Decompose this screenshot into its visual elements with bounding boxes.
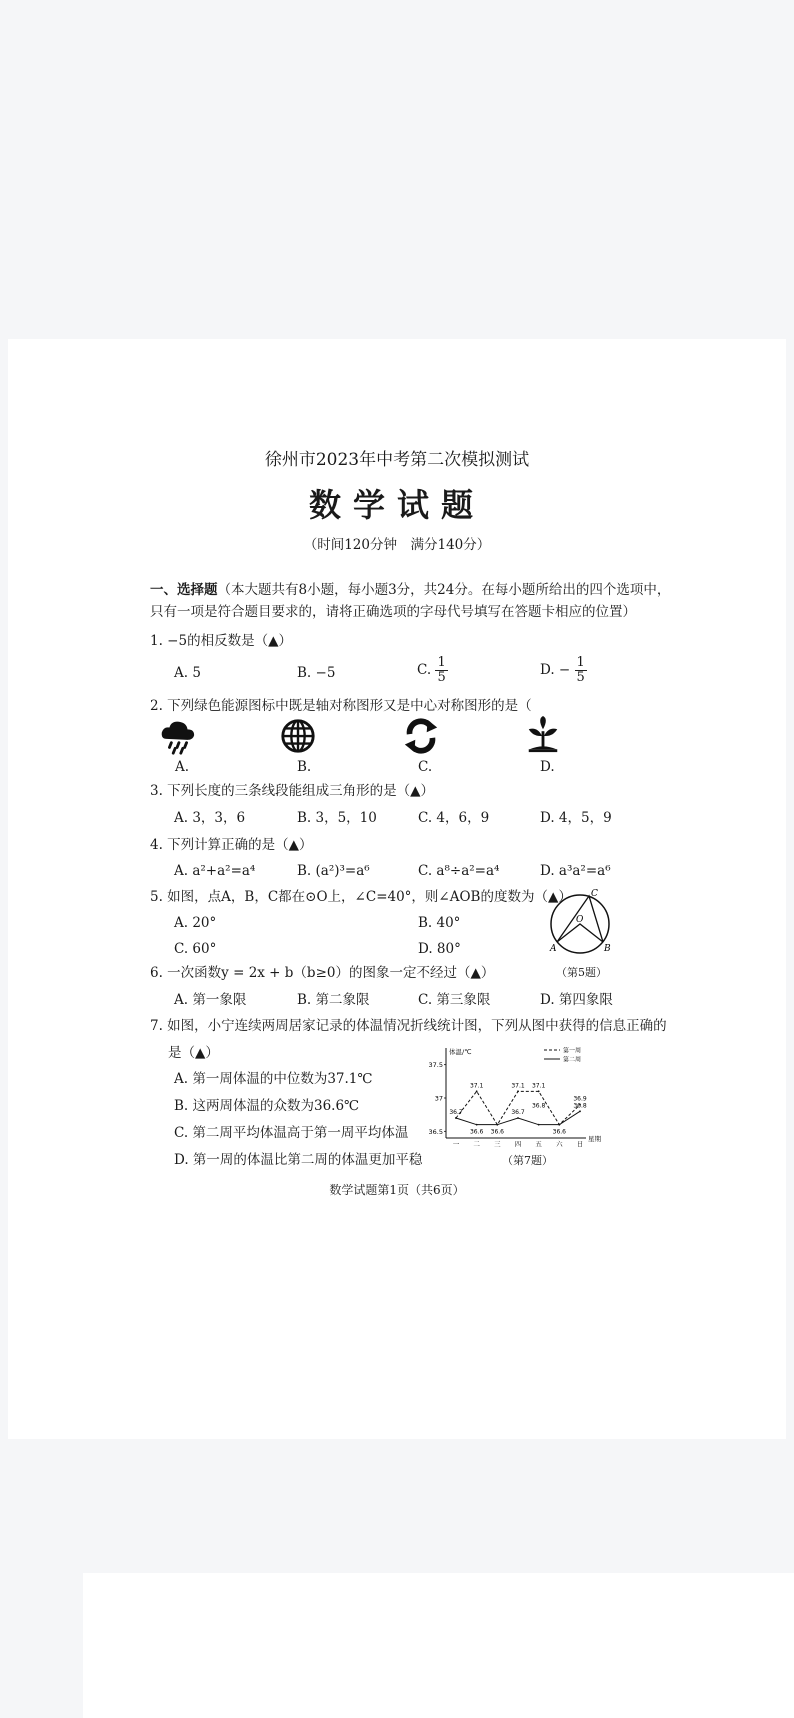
series-2-point: [496, 1124, 498, 1126]
q4-option-b: B. (a²)³=a⁶: [297, 863, 370, 879]
data-label: 36.6: [552, 1128, 567, 1136]
q3-option-a: A. 3，3，6: [174, 810, 246, 826]
x-tick-label: 二: [473, 1140, 480, 1148]
q6-option-a: A. 第一象限: [174, 992, 247, 1008]
point-a-label: A: [550, 944, 557, 954]
data-label: 36.6: [469, 1128, 484, 1136]
point-b-label: B: [604, 944, 611, 954]
exam-info: （时间120分钟 满分140分）: [303, 537, 491, 553]
fraction-denominator: 5: [576, 670, 585, 685]
fraction-numerator: 1: [437, 655, 446, 670]
y-tick-label: 36.5: [428, 1127, 443, 1136]
q2-option-d: D.: [540, 759, 555, 775]
q1-option-c-fraction: [435, 656, 447, 685]
data-label: 37.1: [469, 1082, 484, 1090]
data-label: 36.7: [511, 1109, 525, 1116]
x-tick-label: 日: [576, 1140, 584, 1148]
q1-option-d-label: D. −: [540, 662, 571, 678]
q4-option-a: A. a²+a²=a⁴: [174, 863, 256, 879]
point-o-label: O: [576, 915, 584, 925]
q2-stem: 2. 下列绿色能源图标中既是轴对称图形又是中心对称图形的是（: [150, 698, 532, 714]
q2-option-c: C.: [418, 759, 433, 775]
cloud-rain-icon: [159, 718, 197, 756]
q4-stem: 4. 下列计算正确的是（▲）: [150, 837, 313, 853]
point-c-label: C: [591, 889, 598, 899]
q7-stem-2: 是（▲）: [168, 1045, 219, 1061]
series-2-point: [517, 1117, 519, 1119]
x-tick-label: 四: [514, 1140, 522, 1148]
series-2-point: [579, 1110, 581, 1112]
legend-label-2: 第二周: [563, 1056, 582, 1064]
series-1-point: [517, 1090, 519, 1092]
data-label: 36.8: [573, 1102, 587, 1110]
temperature-line-chart: [418, 1040, 610, 1148]
q6-option-c: C. 第三象限: [418, 992, 491, 1008]
legend-label-1: 第一周: [563, 1047, 582, 1055]
data-label: 36.6: [490, 1128, 505, 1136]
q5-option-b: B. 40°: [418, 915, 461, 931]
q7-option-b: B. 这两周体温的众数为36.6℃: [174, 1098, 360, 1114]
series-1-point: [538, 1090, 540, 1092]
series-2-point: [455, 1117, 457, 1119]
section-heading: 一、选择题: [150, 582, 218, 598]
y-axis-label: 体温/℃: [449, 1048, 472, 1056]
data-label: 37.1: [531, 1082, 546, 1090]
q7-option-d: D. 第一周的体温比第二周的体温更加平稳: [174, 1152, 423, 1168]
y-tick-label: 37: [434, 1094, 443, 1103]
q3-option-d: D. 4，5，9: [540, 810, 612, 826]
page-footer: 数学试题第1页（共6页）: [329, 1183, 465, 1197]
q1-option-a: A. 5: [174, 665, 201, 681]
q1-option-c: [417, 656, 448, 685]
section-desc-1: （本大题共有8小题，每小题3分，共24分。在每小题所给出的四个选项中，: [217, 582, 671, 598]
q6-stem: 6. 一次函数y = 2x + b（b≥0）的图象一定不经过（▲）: [150, 965, 495, 981]
series-1-point: [476, 1090, 478, 1092]
q2-option-b: B.: [297, 759, 312, 775]
q6-option-b: B. 第二象限: [297, 992, 370, 1008]
x-tick-label: 五: [535, 1140, 542, 1148]
q4-option-c: C. a⁸÷a²=a⁴: [418, 863, 500, 879]
q5-stem: 5. 如图，点A，B，C都在⊙O上，∠C=40°，则∠AOB的度数为（▲）: [150, 889, 572, 905]
q5-option-a: A. 20°: [174, 915, 217, 931]
q2-option-a: A.: [175, 759, 190, 775]
data-label: 37.1: [511, 1082, 525, 1090]
data-label: 36.9: [573, 1095, 587, 1103]
fraction-denominator: 5: [437, 670, 446, 685]
globe-icon: [279, 717, 317, 755]
q7-option-a: A. 第一周体温的中位数为37.1℃: [174, 1071, 373, 1087]
q5-option-c: C. 60°: [174, 941, 217, 957]
q7-stem-1: 7. 如图，小宁连续两周居家记录的体温情况折线统计图，下列从图中获得的信息正确的: [150, 1018, 667, 1034]
section-desc-2: 只有一项是符合题目要求的，请将正确选项的字母代号填写在答题卡相应的位置）: [150, 604, 636, 620]
y-tick-label: 37.5: [428, 1061, 443, 1070]
exam-subtitle: 徐州市2023年中考第二次模拟测试: [264, 450, 530, 470]
data-label: 36.8: [531, 1102, 546, 1110]
x-tick-label: 三: [494, 1140, 501, 1148]
q7-option-c: C. 第二周平均体温高于第一周平均体温: [174, 1125, 409, 1141]
next-page-sheet: [83, 1573, 794, 1718]
exam-title: 数学试题: [308, 486, 485, 524]
series-2-point: [558, 1124, 560, 1126]
q1-option-d-fraction: [575, 656, 587, 685]
fraction-numerator: 1: [576, 655, 585, 670]
q7-figure-caption: （第7题）: [502, 1154, 553, 1167]
series-2-point: [476, 1124, 478, 1126]
series-line-1: [456, 1091, 580, 1124]
x-axis-label: 星期: [588, 1135, 601, 1143]
q4-option-d: D. a³a²=a⁶: [540, 863, 611, 879]
x-tick-label: 一: [452, 1140, 460, 1148]
q1-option-d: [540, 656, 587, 685]
sprout-icon: [524, 716, 562, 754]
q3-option-b: B. 3，5，10: [297, 810, 377, 826]
q3-stem: 3. 下列长度的三条线段能组成三角形的是（▲）: [150, 783, 435, 799]
section-instructions: [150, 581, 670, 599]
q1-option-b: B. −5: [297, 665, 336, 681]
q1-stem: 1. −5的相反数是（▲）: [150, 633, 292, 649]
recycle-icon: [402, 717, 440, 755]
data-label: 36.7: [449, 1109, 463, 1116]
q5-circle-figure: [540, 888, 620, 960]
series-2-point: [538, 1124, 540, 1126]
q5-figure-caption: （第5题）: [556, 966, 607, 979]
q3-option-c: C. 4，6，9: [418, 810, 490, 826]
q5-option-d: D. 80°: [418, 941, 461, 957]
q1-option-c-label: C.: [417, 662, 432, 678]
q6-option-d: D. 第四象限: [540, 992, 613, 1008]
x-tick-label: 六: [556, 1140, 563, 1148]
